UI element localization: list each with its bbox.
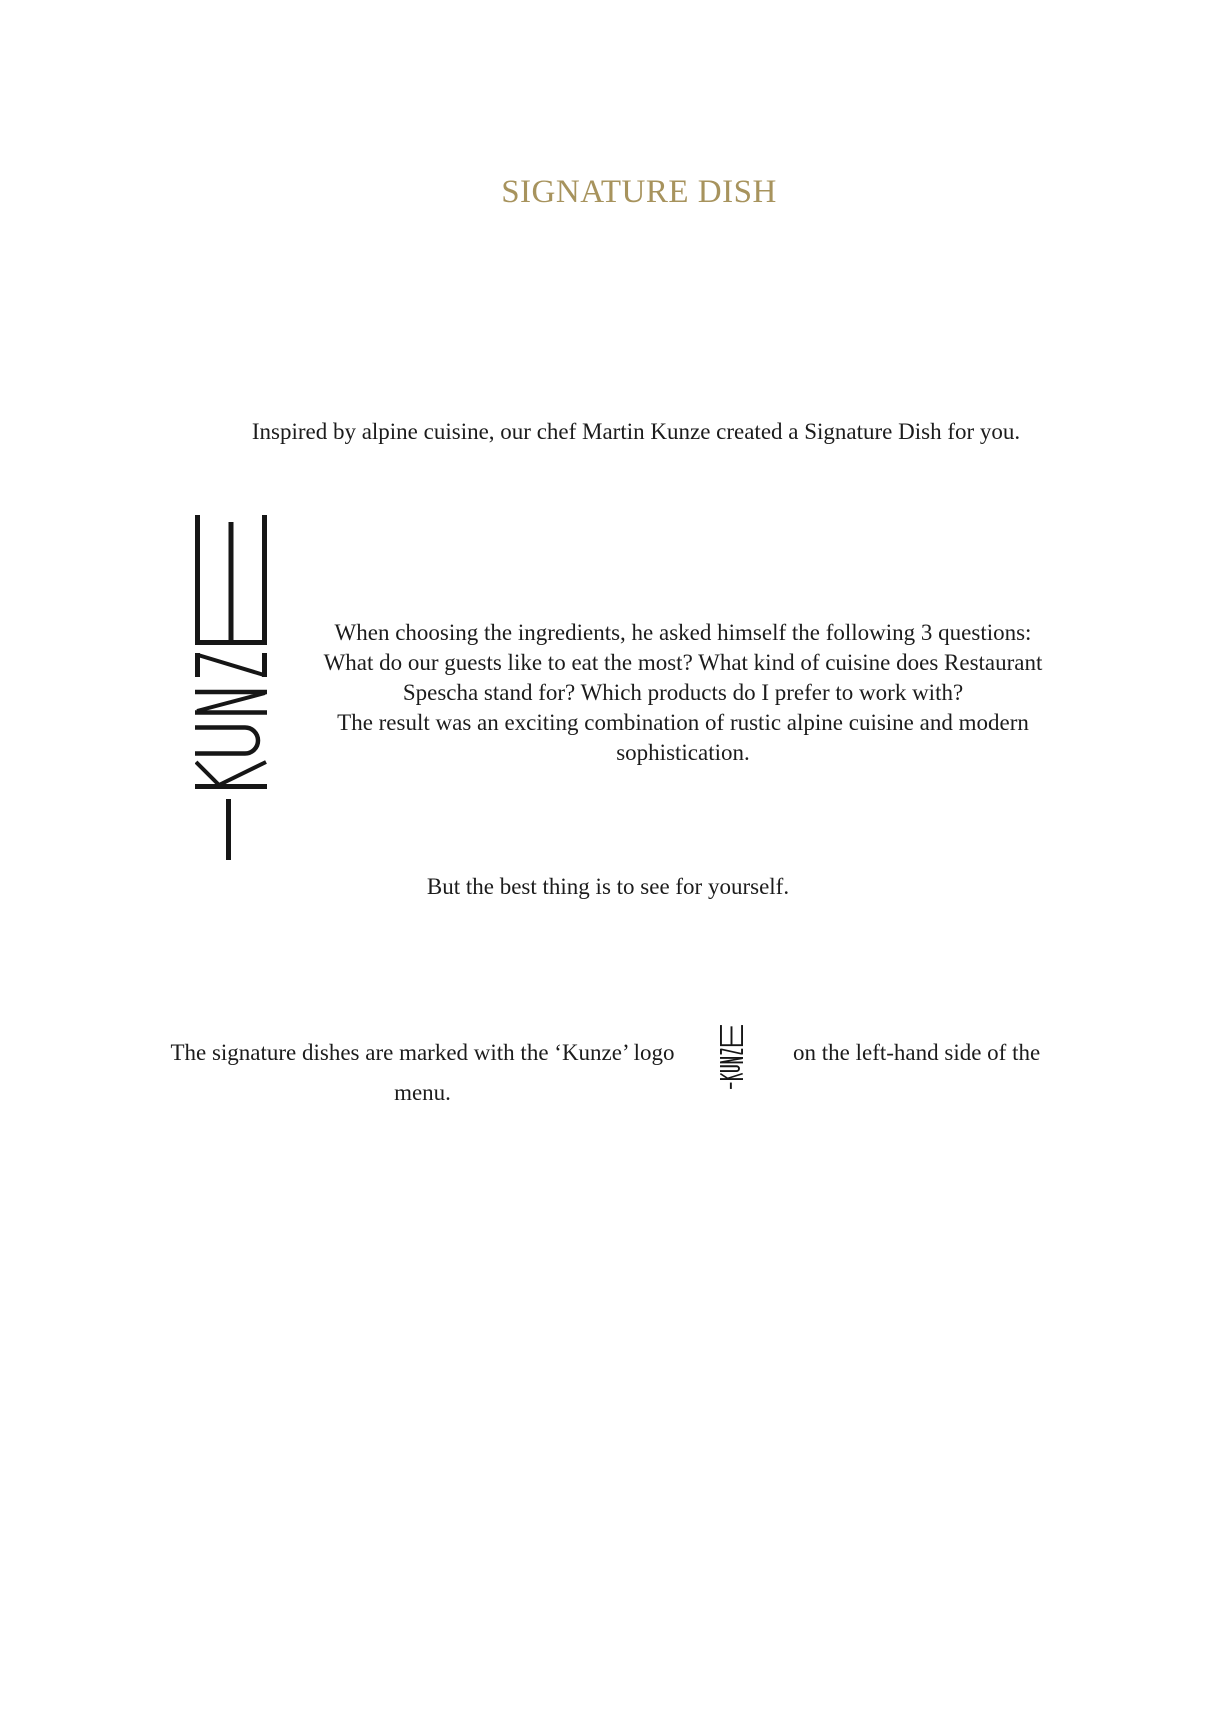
marker-note-left [140,1033,705,1113]
marker-note-right: on the left-hand side of the [793,1040,1041,1065]
intro-paragraph: Inspired by alpine cuisine, our chef Martin Kunze created a Signature Dish for you. [251,419,1021,444]
marker-note-line-2: menu. [394,1080,451,1105]
page-title: SIGNATURE DISH [501,174,777,210]
kunze-logo-inline [720,1025,743,1089]
questions-line: When choosing the ingredients, he asked himself the following 3 questions: [334,620,1032,645]
questions-line: sophistication. [616,740,750,765]
questions-line: Spescha stand for? Which products do I prefer to work with? [402,680,964,705]
questions-line: What do our guests like to eat the most? What kind of cuisine does Restaurant [323,650,1043,675]
questions-line: The result was an exciting combination of rustic alpine cuisine and modern [337,710,1029,735]
questions-paragraph [144,618,1222,768]
marker-note-line-1: The signature dishes are marked with the ‘Kunze’ logo [170,1040,675,1065]
closing-line: But the best thing is to see for yourself. [426,874,790,899]
